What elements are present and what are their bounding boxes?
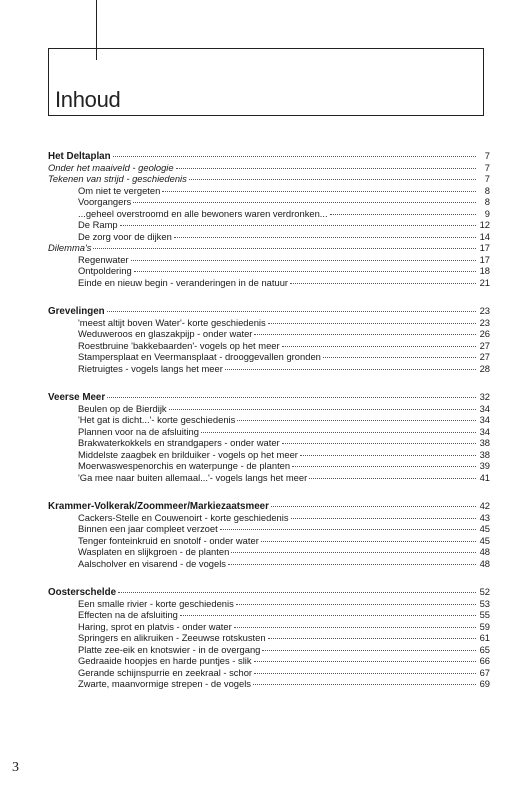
toc-page-number: 43 <box>479 511 490 523</box>
toc-page-number: 66 <box>479 655 490 666</box>
toc-entry-title: 'Ga mee naar buiten allemaal...'- vogels langs het meer <box>78 471 308 483</box>
dot-leader <box>231 551 476 553</box>
toc-entry-title: Grevelingen <box>48 306 105 317</box>
toc-entry-title: Gedraaide hoopjes en harde puntjes - slik <box>78 655 252 666</box>
toc-page-number: 41 <box>479 471 490 483</box>
dot-leader <box>107 396 476 398</box>
toc-section <box>48 391 490 483</box>
toc-page-number: 34 <box>479 425 490 437</box>
dot-leader <box>282 345 476 347</box>
toc-entry <box>48 655 490 667</box>
toc-entry-title: Middelste zaagbek en brilduiker - vogels op het meer <box>78 448 298 460</box>
toc-page-number: 59 <box>479 620 490 632</box>
toc-entry-title: Effecten na de afsluiting <box>78 609 178 620</box>
toc-entry <box>48 546 490 558</box>
toc-page-number: 65 <box>479 643 490 655</box>
toc-entry <box>48 403 490 415</box>
dot-leader <box>237 419 476 421</box>
dot-leader <box>330 213 476 215</box>
dot-leader <box>282 442 476 444</box>
toc-entry <box>48 265 490 277</box>
toc-entry <box>48 558 490 570</box>
toc-entry-title: Gerande schijnspurrie en zeekraal - schor <box>78 666 253 678</box>
dot-leader <box>254 672 476 674</box>
toc-entry <box>48 472 490 484</box>
toc-entry <box>48 317 490 329</box>
toc-page-number: 61 <box>479 632 490 643</box>
toc-page-number: 45 <box>479 523 490 534</box>
toc-section <box>48 305 490 374</box>
toc-entry-title: Binnen een jaar compleet verzoet <box>78 523 218 534</box>
toc-entry <box>48 208 490 220</box>
toc-entry <box>48 535 490 547</box>
toc-page-number: 28 <box>479 362 490 374</box>
toc-entry <box>48 598 490 610</box>
dot-leader <box>225 368 476 370</box>
toc-entry-title: Voorgangers <box>78 196 132 207</box>
dot-leader <box>169 408 476 410</box>
dot-leader <box>133 201 476 203</box>
toc-entry <box>48 426 490 438</box>
toc-page-number: 8 <box>484 196 490 207</box>
toc-entry-title: Krammer-Volkerak/Zoommeer/Markiezaatsmeer <box>48 501 269 512</box>
toc-entry-title: Zwarte, maanvormige strepen - de vogels <box>78 678 251 689</box>
toc-entry <box>48 242 490 254</box>
dot-leader <box>254 660 476 662</box>
toc-page-number: 52 <box>479 586 490 597</box>
dot-leader <box>228 563 476 565</box>
toc-chapter-heading <box>48 391 490 403</box>
dot-leader <box>162 190 476 192</box>
toc-entry <box>48 363 490 375</box>
toc-entry-title: Ontpoldering <box>78 265 132 276</box>
toc-page-number: 34 <box>479 414 490 425</box>
dot-leader <box>268 637 476 639</box>
toc-page-number: 7 <box>484 161 490 173</box>
dot-leader <box>134 270 476 272</box>
toc-entry <box>48 231 490 243</box>
toc-entry <box>48 621 490 633</box>
toc-page-number: 14 <box>479 230 490 242</box>
toc-entry-title: Onder het maaiveld - geologie <box>48 161 174 173</box>
toc-entry <box>48 162 490 174</box>
toc-entry-title: Cackers-Stelle en Couwenoirt - korte geschiedenis <box>78 511 289 523</box>
toc-entry-title: Wasplaten en slijkgroen - de planten <box>78 546 230 557</box>
toc-entry <box>48 277 490 289</box>
toc-page-number: 53 <box>479 597 490 609</box>
toc-page-number: 17 <box>479 242 490 253</box>
toc-entry <box>48 437 490 449</box>
toc-entry <box>48 678 490 690</box>
toc-page-number: 18 <box>479 265 490 276</box>
page-title: Inhoud <box>55 87 121 112</box>
toc-page-number: 27 <box>479 351 490 362</box>
toc-entry-title: Een smalle rivier - korte geschiedenis <box>78 597 234 609</box>
toc-page-number: 69 <box>479 678 490 689</box>
table-of-contents <box>48 150 490 707</box>
dot-leader <box>93 247 476 249</box>
title-box-top-rule <box>48 48 484 49</box>
toc-page-number: 32 <box>479 391 490 402</box>
dot-leader <box>292 465 476 467</box>
toc-entry-title: De zorg voor de dijken <box>78 230 172 242</box>
dot-leader <box>220 528 476 530</box>
title-box <box>48 48 484 116</box>
toc-entry <box>48 196 490 208</box>
toc-chapter-heading <box>48 305 490 317</box>
toc-entry <box>48 328 490 340</box>
toc-entry-title: Moerwaswespenorchis en waterpunge - de planten <box>78 460 291 471</box>
toc-entry-title: Het Deltaplan <box>48 151 111 162</box>
dot-leader <box>268 322 476 324</box>
toc-entry-title: Veerse Meer <box>48 392 106 403</box>
toc-entry-title: Regenwater <box>78 253 129 265</box>
dot-leader <box>180 614 476 616</box>
toc-entry-title: 'meest altijt boven Water'- korte geschiedenis <box>78 316 266 328</box>
dot-leader <box>189 178 476 180</box>
toc-page-number: 7 <box>484 173 490 184</box>
toc-entry-title: Platte zee-eik en knotswier - in de overgang <box>78 643 261 655</box>
toc-page-number: 34 <box>479 402 490 414</box>
dot-leader <box>113 155 476 157</box>
toc-entry <box>48 254 490 266</box>
dot-leader <box>107 310 476 312</box>
toc-entry-title: 'Het gat is dicht...'- korte geschiedenis <box>78 414 236 425</box>
toc-page-number: 38 <box>479 437 490 448</box>
dot-leader <box>291 517 476 519</box>
toc-page-number: 26 <box>479 328 490 339</box>
toc-entry-title: Weduweroos en glaszakpijp - onder water <box>78 328 253 339</box>
toc-entry <box>48 644 490 656</box>
toc-entry <box>48 667 490 679</box>
toc-entry <box>48 460 490 472</box>
dot-leader <box>120 224 476 226</box>
toc-page-number: 23 <box>479 316 490 328</box>
dot-leader <box>236 603 476 605</box>
toc-entry <box>48 632 490 644</box>
dot-leader <box>254 333 476 335</box>
toc-entry <box>48 512 490 524</box>
toc-entry <box>48 449 490 461</box>
toc-page-number: 42 <box>479 500 490 511</box>
toc-page-number: 17 <box>479 253 490 265</box>
toc-entry-title: Roestbruine 'bakkebaarden'- vogels op het meer <box>78 339 280 351</box>
toc-entry-title: Tenger fonteinkruid en snotolf - onder water <box>78 534 259 546</box>
toc-entry <box>48 219 490 231</box>
dot-leader <box>262 649 476 651</box>
toc-page-number: 45 <box>479 534 490 546</box>
dot-leader <box>261 540 476 542</box>
dot-leader <box>290 282 476 284</box>
toc-entry-title: Rietruigtes - vogels langs het meer <box>78 362 223 374</box>
toc-page-number: 67 <box>479 666 490 678</box>
toc-entry-title: Beulen op de Bierdijk <box>78 402 167 414</box>
toc-chapter-heading <box>48 586 490 598</box>
toc-page-number: 9 <box>484 207 490 219</box>
dot-leader <box>323 356 476 358</box>
toc-page-number: 39 <box>479 460 490 471</box>
toc-entry <box>48 185 490 197</box>
toc-entry-title: De Ramp <box>78 219 118 230</box>
toc-entry-title: Einde en nieuw begin - veranderingen in de natuur <box>78 276 289 288</box>
dot-leader <box>201 431 476 433</box>
toc-entry-title: Oosterschelde <box>48 587 117 598</box>
toc-section <box>48 500 490 569</box>
toc-entry <box>48 351 490 363</box>
toc-page-number: 23 <box>479 305 490 316</box>
toc-chapter-heading <box>48 150 490 162</box>
toc-entry-title: ...geheel overstroomd en alle bewoners waren verdronken... <box>78 207 328 219</box>
toc-page-number: 12 <box>479 219 490 230</box>
toc-entry-title: Stampersplaat en Veermansplaat - drooggevallen gronden <box>78 351 321 362</box>
toc-section <box>48 586 490 690</box>
toc-section <box>48 150 490 288</box>
toc-page-number: 21 <box>479 276 490 288</box>
toc-entry <box>48 340 490 352</box>
dot-leader <box>176 167 476 169</box>
toc-entry <box>48 523 490 535</box>
toc-page-number: 27 <box>479 339 490 351</box>
toc-entry <box>48 414 490 426</box>
toc-entry-title: Dilemma's <box>48 242 92 253</box>
dot-leader <box>253 683 476 685</box>
toc-page-number: 48 <box>479 546 490 557</box>
toc-entry <box>48 173 490 185</box>
toc-page-number: 48 <box>479 557 490 569</box>
dot-leader <box>234 626 476 628</box>
dot-leader <box>131 259 476 261</box>
toc-page-number: 55 <box>479 609 490 620</box>
toc-entry-title: Brakwaterkokkels en strandgapers - onder water <box>78 437 280 448</box>
toc-page-number: 38 <box>479 448 490 460</box>
toc-chapter-heading <box>48 500 490 512</box>
dot-leader <box>174 236 476 238</box>
page-number: 3 <box>12 760 19 775</box>
toc-entry-title: Om niet te vergeten <box>78 184 161 196</box>
toc-page-number: 8 <box>484 184 490 196</box>
dot-leader <box>271 505 476 507</box>
toc-entry-title: Aalscholver en visarend - de vogels <box>78 557 226 569</box>
dot-leader <box>300 454 476 456</box>
toc-entry-title: Plannen voor na de afsluiting <box>78 425 199 437</box>
toc-page-number: 7 <box>484 150 490 161</box>
dot-leader <box>118 591 476 593</box>
toc-entry-title: Tekenen van strijd - geschiedenis <box>48 173 187 184</box>
toc-entry-title: Springers en alikruiken - Zeeuwse rotskusten <box>78 632 266 643</box>
toc-entry-title: Haring, sprot en platvis - onder water <box>78 620 232 632</box>
toc-entry <box>48 609 490 621</box>
dot-leader <box>309 477 476 479</box>
